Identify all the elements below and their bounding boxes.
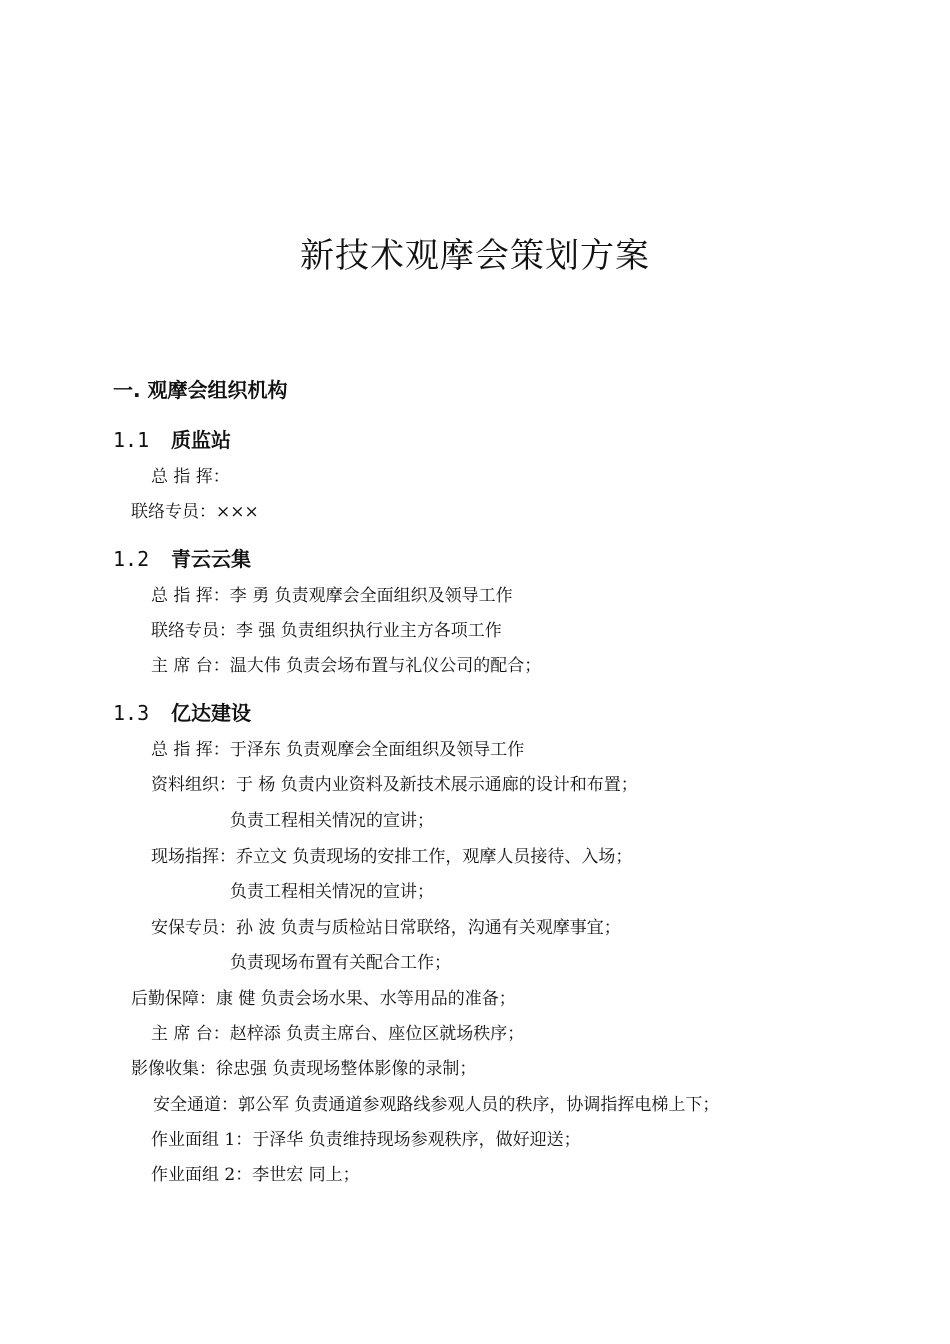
- text-line: 安保专员：孙 波 负责与质检站日常联络，沟通有关观摩事宜；: [151, 918, 621, 938]
- text-line: 总 指 挥：李 勇 负责观摩会全面组织及领导工作: [151, 586, 513, 606]
- subsection-title: 质监站: [171, 428, 231, 452]
- subsection-heading-1-3: [113, 697, 251, 726]
- text-line: 影像收集：徐忠强 负责现场整体影像的录制；: [131, 1059, 477, 1079]
- text-line: 负责现场布置有关配合工作；: [230, 953, 451, 973]
- text-line: 主 席 台：赵梓添 负责主席台、座位区就场秩序；: [151, 1024, 525, 1044]
- text-line: 作业面组 2：李世宏 同上；: [151, 1165, 360, 1185]
- text-line: 总 指 挥：于泽东 负责观摩会全面组织及领导工作: [151, 740, 525, 760]
- text-line: 现场指挥：乔立文 负责现场的安排工作，观摩人员接待、入场；: [151, 847, 633, 867]
- text-line: 负责工程相关情况的宣讲；: [230, 882, 434, 902]
- text-line: 后勤保障：康 健 负责会场水果、水等用品的准备；: [131, 989, 516, 1009]
- document-title: 新技术观摩会策划方案: [300, 236, 650, 276]
- subsection-heading-1-1: [113, 424, 231, 453]
- section-heading-1: 一. 观摩会组织机构: [113, 378, 288, 402]
- text-line: 作业面组 1：于泽华 负责维持现场参观秩序，做好迎送；: [151, 1130, 581, 1150]
- text-line: 资料组织：于 杨 负责内业资料及新技术展示通廊的设计和布置；: [151, 775, 638, 795]
- text-line: 安全通道：郭公军 负责通道参观路线参观人员的秩序，协调指挥电梯上下；: [153, 1095, 720, 1115]
- subsection-heading-1-2: [113, 543, 251, 572]
- subsection-number: 1.2: [113, 547, 150, 571]
- subsection-title: 青云云集: [171, 547, 251, 571]
- text-line: 总 指 挥：: [151, 467, 230, 487]
- text-line: 联络专员：李 强 负责组织执行业主方各项工作: [151, 621, 502, 641]
- text-line: 主 席 台：温大伟 负责会场布置与礼仪公司的配合；: [151, 656, 542, 676]
- text-line: 联络专员：×××: [131, 502, 259, 522]
- text-line: 负责工程相关情况的宣讲；: [230, 811, 434, 831]
- subsection-number: 1.1: [113, 428, 150, 452]
- subsection-title: 亿达建设: [171, 701, 251, 725]
- subsection-number: 1.3: [113, 701, 150, 725]
